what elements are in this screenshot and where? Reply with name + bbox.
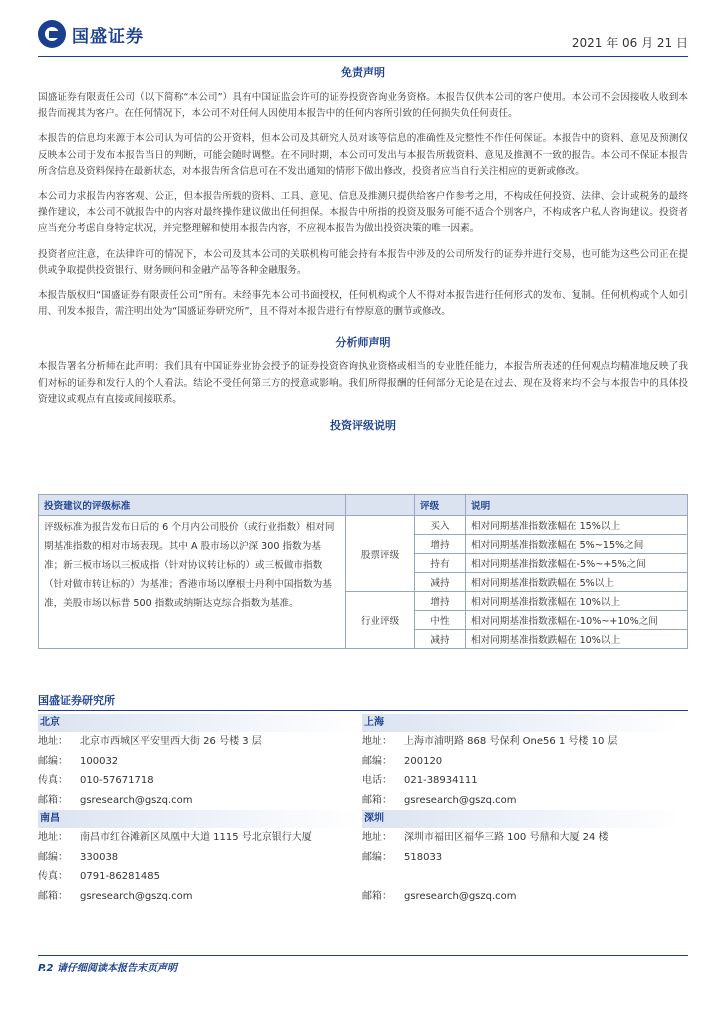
brand-name: 国盛证券: [72, 26, 144, 47]
disclaimer-title: 免责声明: [341, 66, 385, 79]
office-address: [362, 732, 682, 752]
rating-level: 中性: [415, 611, 466, 630]
office-postcode: [38, 848, 358, 868]
main-content: [38, 62, 688, 433]
office-email: [362, 791, 682, 811]
disclaimer-paragraph: 本公司力求报告内容客观、公正，但本报告所载的资料、工具、意见、信息及推测只提供给客户作参考之用，不构成任何投资、法律、会计或税务的最终操作建议，本公司不就报告中的内容对最终操作建议做出任何担保。本报告中所指的投资及服务可能不适合个别客户，不构成客户私人咨询建议。投资者应当充分考虑自身特定状况，并完整理解和使用本报告内容，不应视本报告为做出投资决策的唯一因素。: [38, 191, 688, 235]
institute-divider: [38, 710, 688, 711]
office-nanchang: [38, 810, 358, 906]
office-fax: [38, 771, 358, 791]
disclaimer-paragraph: 本报告版权归“国盛证券有限责任公司”所有。未经事先本公司书面授权，任何机构或个人不得对本报告进行任何形式的发布、复制。任何机构或个人如引用、刊发本报告，需注明出处为“国盛证券研究所”，且不得对本报告进行有悖原意的删节或修改。: [38, 290, 688, 318]
rating-table-header: [39, 495, 688, 516]
rating-desc: 相对同期基准指数涨幅在 15%以上: [466, 516, 688, 535]
header-divider: [38, 56, 688, 57]
analyst-title: 分析师声明: [335, 336, 391, 350]
disclaimer-paragraph: 国盛证券有限责任公司（以下简称“本公司”）具有中国证监会许可的证券投资咨询业务资格。本报告仅供本公司的客户使用。本公司不会因接收人收到本报告而视其为客户。在任何情况下，本公司不对任何人因使用本报告中的任何内容所引致的任何损失负任何责任。: [38, 92, 688, 120]
office-city: 南昌: [38, 810, 358, 828]
rating-desc: 相对同期基准指数涨幅在 10%以上: [466, 592, 688, 611]
address-value: 南昌市红谷滩新区凤凰中大道 1115 号北京银行大厦: [80, 832, 312, 843]
postcode-label: 邮编：: [38, 851, 68, 863]
office-address: [38, 828, 358, 848]
office-fax: [38, 867, 358, 887]
address-value: 北京市西城区平安里西大街 26 号楼 3 层: [80, 736, 262, 747]
email-value: gsresearch@gszq.com: [404, 794, 517, 806]
phone-label: 电话：: [362, 775, 392, 786]
rating-table: [38, 494, 688, 649]
rating-level: 增持: [415, 535, 466, 554]
criteria-text: 评级标准为报告发布日后的 6 个月内公司股价（或行业指数）相对同期基准指数的相对市场表现。其中 A 股市场以沪深 300 指数为基准；新三板市场以三板成指（针对协议转让标的）或三板做市指数（针对做市转让标的）为基准；香港市场以摩根士丹利中国指数为基准，美股市场以标普 500 指数或纳斯达克综合指数为基准。: [39, 516, 346, 649]
office-city: 深圳: [362, 810, 682, 828]
office-phone: [362, 771, 682, 791]
office-postcode: [362, 752, 682, 772]
rating-desc: 相对同期基准指数涨幅在-10%~+10%之间: [466, 611, 688, 630]
address-label: 地址：: [362, 832, 392, 843]
email-value: gsresearch@gszq.com: [404, 890, 517, 902]
rating-desc: 相对同期基准指数跌幅在 10%以上: [466, 630, 688, 649]
rating-desc: 相对同期基准指数涨幅在-5%~+5%之间: [466, 554, 688, 573]
email-label: 邮箱：: [362, 890, 392, 902]
office-email: [362, 887, 682, 907]
office-city: 上海: [362, 714, 682, 732]
fax-value: 0791-86281485: [80, 871, 160, 882]
office-shanghai: [362, 714, 682, 810]
office-email: [38, 887, 358, 907]
rating-desc: 相对同期基准指数跌幅在 5%以上: [466, 573, 688, 592]
report-date: 2021 年 06 月 21 日: [571, 36, 688, 50]
email-value: gsresearch@gszq.com: [80, 794, 193, 806]
rating-desc: 相对同期基准指数涨幅在 5%~15%之间: [466, 535, 688, 554]
header-criteria: 投资建议的评级标准: [39, 495, 346, 516]
rating-title: 投资评级说明: [330, 419, 396, 433]
rating-level: 买入: [415, 516, 466, 535]
analyst-paragraph: 本报告署名分析师在此声明：我们具有中国证券业协会授予的证券投资咨询执业资格或相当的专业胜任能力，本报告所表述的任何观点均精准地反映了我们对标的证券和发行人的个人看法。结论不受任何第三方的授意或影响。我们所得报酬的任何部分无论是在过去、现在及将来均不会与本报告中的具体投资建议或观点有直接或间接联系。: [38, 361, 688, 405]
phone-value: 021-38934111: [404, 775, 478, 786]
postcode-value: 100032: [80, 755, 119, 767]
stock-rating-category: 股票评级: [346, 516, 415, 592]
address-value: 深圳市福田区福华三路 100 号鼎和大厦 24 楼: [404, 832, 609, 843]
rating-level: 增持: [415, 592, 466, 611]
address-label: 地址：: [362, 736, 392, 747]
industry-rating-category: 行业评级: [346, 592, 415, 649]
rating-level: 持有: [415, 554, 466, 573]
address-value: 上海市浦明路 868 号保利 One56 1 号楼 10 层: [404, 736, 618, 747]
footer-divider: [38, 955, 688, 956]
postcode-value: 200120: [404, 755, 443, 767]
disclaimer-paragraph: 本报告的信息均来源于本公司认为可信的公开资料，但本公司及其研究人员对该等信息的准确性及完整性不作任何保证。本报告中的资料、意见及预测仅反映本公司于发布本报告当日的判断，可能会随时调整。在不同时期，本公司可发出与本报告所载资料、意见及推测不一致的报告。本公司不保证本报告所含信息及资料保持在最新状态，对本报告所含信息可在不发出通知的情形下做出修改，投资者应当自行关注相应的更新或修改。: [38, 133, 688, 177]
email-label: 邮箱：: [362, 794, 392, 806]
header-desc: 说明: [466, 495, 688, 516]
fax-label: 传真：: [38, 775, 68, 786]
office-postcode: [362, 848, 682, 868]
office-city: 北京: [38, 714, 358, 732]
email-value: gsresearch@gszq.com: [80, 890, 193, 902]
logo-emblem-icon: [38, 20, 66, 48]
office-address: [362, 828, 682, 848]
email-label: 邮箱：: [38, 890, 68, 902]
fax-label: 传真：: [38, 871, 68, 882]
postcode-value: 330038: [80, 851, 119, 863]
postcode-label: 邮编：: [362, 851, 392, 863]
address-label: 地址：: [38, 736, 68, 747]
disclaimer-paragraph: 投资者应注意，在法律许可的情况下，本公司及其本公司的关联机构可能会持有本报告中涉及的公司所发行的证券并进行交易，也可能为这些公司正在提供或争取提供投资银行、财务顾问和金融产品等各种金融服务。: [38, 248, 688, 276]
office-shenzhen: [362, 810, 682, 906]
table-row: [39, 516, 688, 535]
rating-level: 减持: [415, 573, 466, 592]
email-label: 邮箱：: [38, 794, 68, 806]
header-level: 评级: [415, 495, 466, 516]
fax-value: 010-57671718: [80, 775, 154, 786]
office-address: [38, 732, 358, 752]
company-logo: [38, 20, 144, 48]
postcode-value: 518033: [404, 851, 443, 863]
office-email: [38, 791, 358, 811]
header-blank: [346, 495, 415, 516]
page-header: [38, 20, 688, 56]
rating-level: 减持: [415, 630, 466, 649]
office-beijing: [38, 714, 358, 810]
postcode-label: 邮编：: [38, 755, 68, 767]
office-postcode: [38, 752, 358, 772]
address-label: 地址：: [38, 832, 68, 843]
institute-title: 国盛证券研究所: [38, 694, 115, 707]
page-footer: P.2 请仔细阅读本报告末页声明: [38, 963, 177, 974]
postcode-label: 邮编：: [362, 755, 392, 767]
